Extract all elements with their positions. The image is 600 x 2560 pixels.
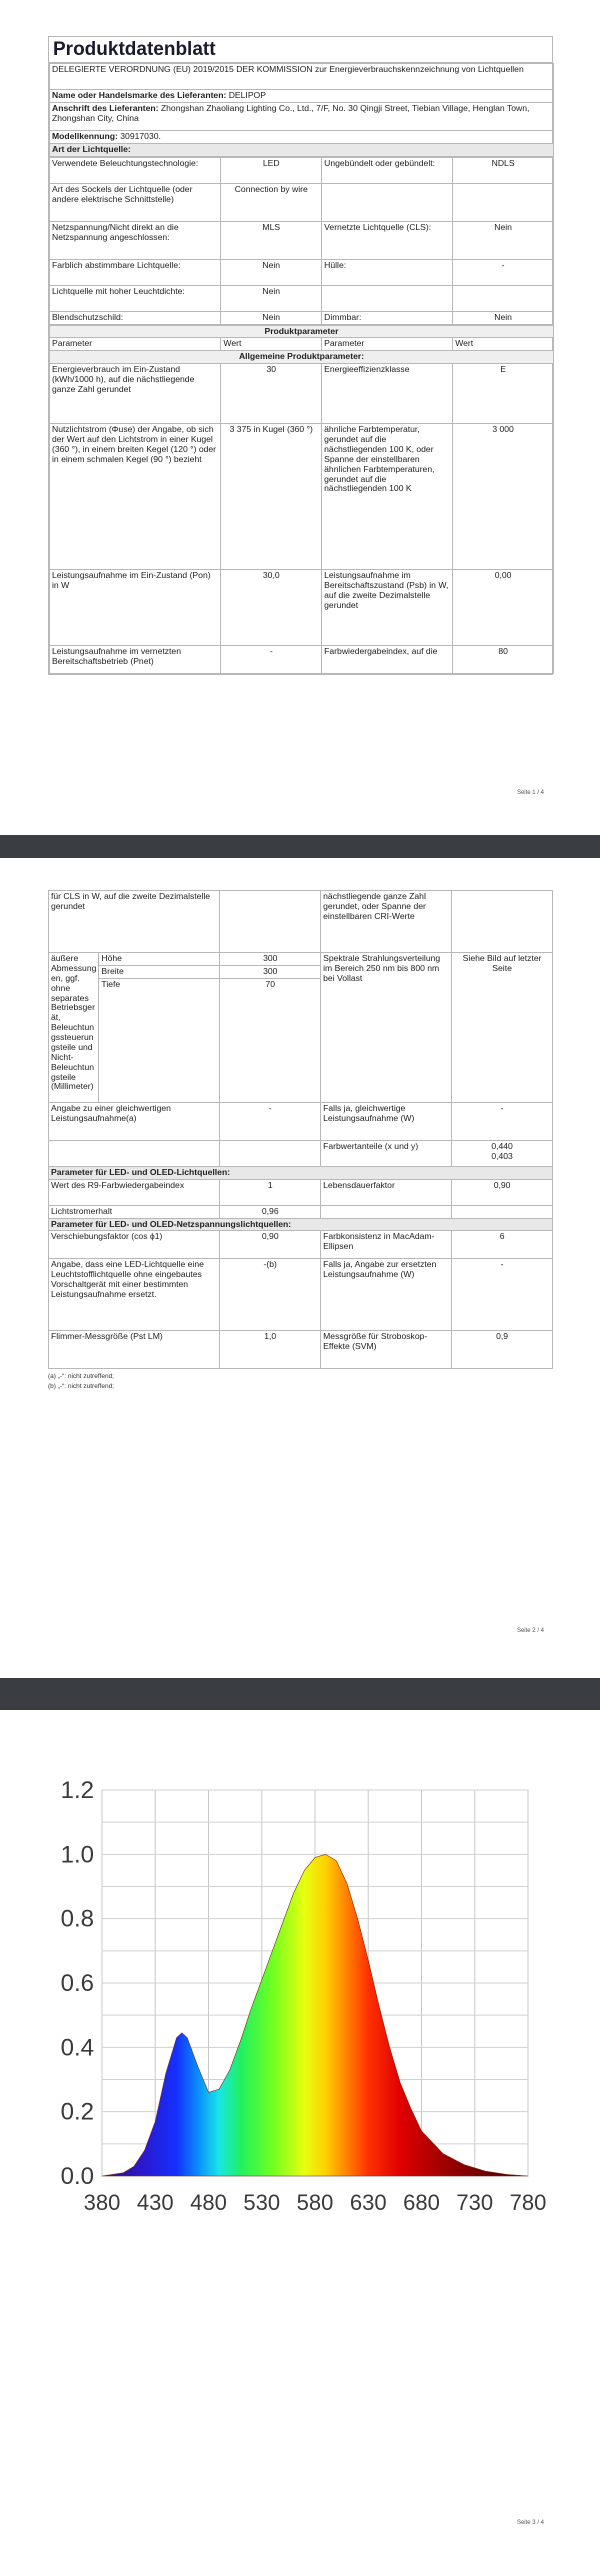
table-row: Tiefe 70 xyxy=(49,978,553,1102)
table-row: Blendschutzschild: Nein Dimmbar: Nein xyxy=(50,311,554,324)
model-row xyxy=(50,130,554,143)
footnotes xyxy=(48,1372,553,1391)
x-tick-label: 530 xyxy=(243,2190,281,2215)
page-2-footer: Seite 2 / 4 xyxy=(516,1628,544,1634)
page-1-content xyxy=(48,36,553,675)
document-page-2 xyxy=(0,858,600,1678)
y-tick-label: 0.2 xyxy=(60,2098,94,2126)
model-value: 30917030. xyxy=(120,130,161,141)
spectrum-chart xyxy=(0,1730,600,2250)
table-row: Energieverbrauch im Ein-Zustand (kWh/1000 h), auf die nächstliegende ganze Zahl gerundet 30 Energieeffizienzklasse E xyxy=(50,364,554,424)
dimensions-label: äußere Abmessungen, ggf. ohne separates Betriebsgerät, Beleuchtungssteuerungsteile und Nicht-Beleuchtungsteile (Millimeter) xyxy=(49,953,99,1103)
address-value: Zhongshan Zhaoliang Lighting Co., Ltd., 7/F, No. 30 Qingji Street, Tiebian Village, Henglan Town, Zhongshan City, China xyxy=(52,102,530,123)
y-tick-label: 1.2 xyxy=(60,1777,94,1804)
table-row: Leistungsaufnahme im vernetzten Bereitschaftsbetrieb (Pnet) - Farbwiedergabeindex, auf die 80 xyxy=(50,646,554,674)
document-page-1 xyxy=(0,0,600,835)
supplier-table xyxy=(49,63,554,157)
table-row: Angabe zu einer gleichwertigen Leistungsaufnahme(a) - Falls ja, gleichwertige Leistungsaufnahme (W) - xyxy=(49,1102,553,1140)
page-2-content xyxy=(48,890,553,1391)
footnote-a: (a) „-“: nicht zutreffend; xyxy=(48,1373,114,1381)
table-header-row: Parameter Wert Parameter Wert xyxy=(50,338,554,351)
x-tick-label: 480 xyxy=(190,2190,227,2215)
supplier-value: DELIPOP xyxy=(228,90,266,100)
parameters-continued-table xyxy=(48,890,553,1369)
table-row: Wert des R9-Farbwiedergabeindex 1 Lebensdauerfaktor 0,90 xyxy=(49,1179,553,1205)
address-row xyxy=(50,102,554,130)
table-row: Flimmer-Messgröße (Pst LM) 1,0 Messgröße für Stroboskop-Effekte (SVM) 0,9 xyxy=(49,1331,553,1369)
table-row: Breite 300 xyxy=(49,965,553,978)
x-tick-label: 430 xyxy=(136,2190,174,2215)
general-parameters-heading: Allgemeine Produktparameter: xyxy=(50,351,554,364)
y-tick-label: 0.8 xyxy=(60,1905,94,1933)
table-row: Farbwertanteile (x und y) 0,440 0,403 xyxy=(49,1140,553,1166)
table-row: Leistungsaufnahme im Ein-Zustand (Pon) in W 30,0 Leistungsaufnahme im Bereitschaftszustand (Psb) in W, auf die zweite Dezimalstelle gerundet 0,00 xyxy=(50,570,554,646)
y-tick-label: 0.4 xyxy=(60,2034,94,2062)
x-tick-label: 380 xyxy=(83,2190,121,2215)
table-row: Lichtquelle mit hoher Leuchtdichte: Nein xyxy=(50,285,554,311)
table-row: Farblich abstimmbare Lichtquelle: Nein Hülle: - xyxy=(50,259,554,285)
x-tick-label: 780 xyxy=(509,2190,547,2215)
page-separator-2 xyxy=(0,1678,600,1710)
address-label: Anschrift des Lieferanten: xyxy=(52,102,159,113)
x-tick-label: 580 xyxy=(296,2190,334,2215)
table-row: Netzspannung/Nicht direkt an die Netzspannung angeschlossen: MLS Vernetzte Lichtquelle (CLS): Nein xyxy=(50,221,554,259)
product-parameters-heading: Produktparameter xyxy=(50,325,554,338)
y-tick-label: 0.0 xyxy=(60,2163,94,2190)
table-row: für CLS in W, auf die zweite Dezimalstelle gerundet nächstliegende ganze Zahl gerundet, oder Spanne der einstellbaren CRI-Werte xyxy=(49,891,553,953)
page-separator-1 xyxy=(0,835,600,858)
mains-section-heading: Parameter für LED- und OLED-Netzspannungslichtquellen: xyxy=(49,1218,553,1231)
table-row: äußere Abmessungen, ggf. ohne separates Betriebsgerät, Beleuchtungssteuerungsteile und Nicht-Beleuchtungsteile (Millimeter) Höhe 300 Spektrale Strahlungsverteilung im Bereich 250 nm bis 800 nm bei Vollast Siehe Bild auf letzter Seite xyxy=(49,953,553,966)
y-tick-label: 0.6 xyxy=(60,1970,94,1997)
x-tick-label: 730 xyxy=(456,2190,494,2215)
x-tick-label: 680 xyxy=(403,2190,440,2215)
product-parameters-table xyxy=(49,325,554,675)
table-row: Nutzlichtstrom (Φuse) der Angabe, ob sich der Wert auf den Lichtstrom in einer Kugel (360 °), in einem breiten Kegel (120 °) oder in einem schmalen Kegel (90 °) bezieht 3 375 in Kugel (360 °) ähnliche Farbtemperatur, gerundet auf die nächstliegenden 100 K, oder Spanne der einstellbaren ähnlichen Farbtemperaturen, gerundet auf die nächstliegenden 100 K 3 000 xyxy=(50,424,554,570)
light-source-type-table xyxy=(49,157,554,325)
table-row: Art des Sockels der Lichtquelle (oder andere elektrische Schnittstelle) Connection by wire xyxy=(50,183,554,221)
model-label: Modellkennung: xyxy=(52,130,118,141)
document-title: Produktdatenblatt xyxy=(49,37,552,63)
table-row: Lichtstromerhalt 0,96 xyxy=(49,1205,553,1218)
y-tick-label: 1.0 xyxy=(60,1841,94,1869)
x-tick-label: 630 xyxy=(349,2190,387,2215)
supplier-row xyxy=(50,90,554,103)
footnote-b: (b) „-“: nicht zutreffend; xyxy=(48,1382,114,1390)
table-row: Angabe, dass eine LED-Lichtquelle eine Leuchtstofflichtquelle ohne eingebautes Vorschaltgerät mit einer bestimmten Leistungsaufnahme ersetzt. -(b) Falls ja, Angabe zur ersetzten Leistungsaufnahme (W) - xyxy=(49,1259,553,1331)
led-section-heading: Parameter für LED- und OLED-Lichtquellen: xyxy=(49,1166,553,1179)
table-row: Verschiebungsfaktor (cos ϕ1) 0,90 Farbkonsistenz in MacAdam-Ellipsen 6 xyxy=(49,1231,553,1259)
page-3-footer: Seite 3 / 4 xyxy=(516,2520,544,2526)
page-1-footer: Seite 1 / 4 xyxy=(516,790,544,796)
supplier-label: Name oder Handelsmarke des Lieferanten: xyxy=(52,90,227,100)
table-row: Verwendete Beleuchtungstechnologie: LED Ungebündelt oder gebündelt: NDLS xyxy=(50,157,554,183)
regulation-text: DELEGIERTE VERORDNUNG (EU) 2019/2015 DER KOMMISSION zur Energieverbrauchskennzeichnung von Lichtquellen xyxy=(50,64,554,90)
light-source-type-heading: Art der Lichtquelle: xyxy=(50,143,554,156)
x-axis xyxy=(84,2190,547,2215)
y-axis xyxy=(61,1777,94,2190)
document-page-3 xyxy=(0,1710,600,2560)
